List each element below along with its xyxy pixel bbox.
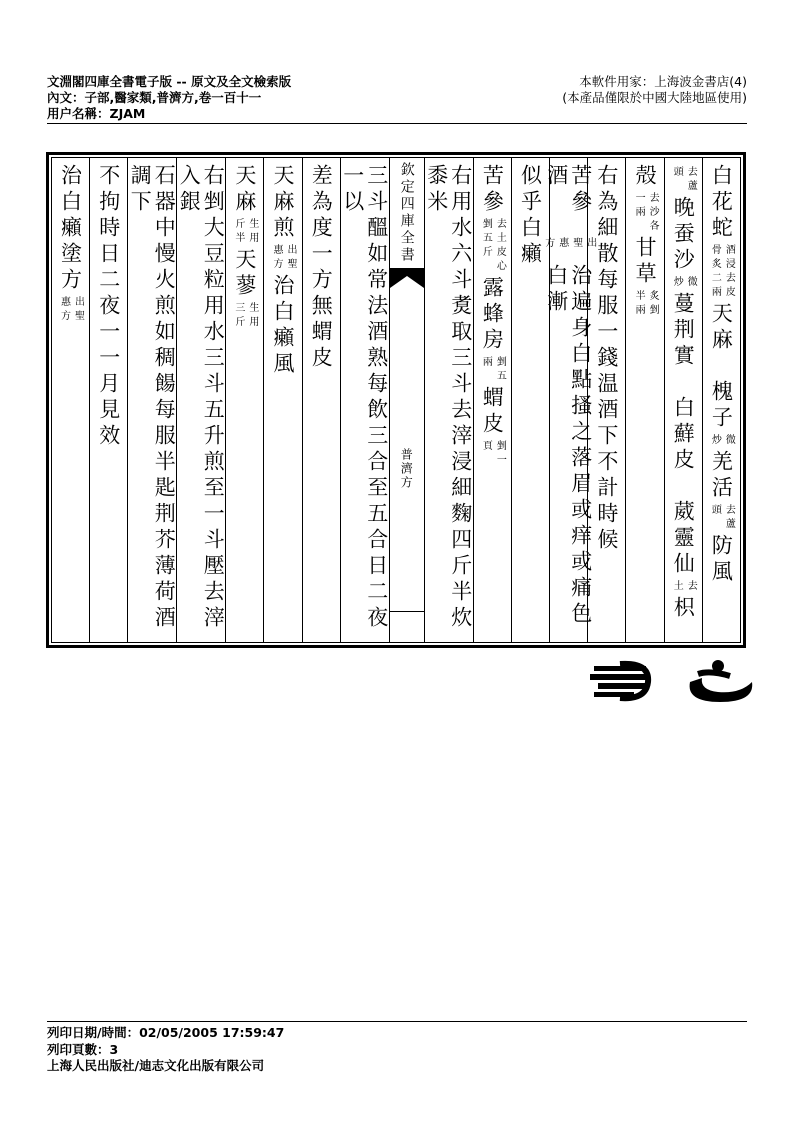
- text-column: [302, 158, 340, 642]
- main-text: 右為細散每服一錢温酒下不計時候: [594, 164, 619, 554]
- header-right: [562, 74, 747, 106]
- annotation-note: 去土皮心剉五斤: [480, 218, 506, 274]
- footer: [47, 1025, 284, 1075]
- main-text: 不拘時日二夜一一月見效: [96, 164, 121, 450]
- main-text: 天麻煎: [271, 164, 296, 242]
- annotation-note: 生用三斤: [232, 302, 258, 330]
- main-text: 治白癩塗方: [58, 164, 83, 294]
- banner-column: [389, 158, 424, 642]
- annotation-note: 剉五兩: [480, 356, 506, 384]
- footer-divider: [47, 1021, 747, 1022]
- text-column: [542, 158, 596, 642]
- main-text: 右剉大豆粒用水三斗五升煎至一斗壓去滓入銀: [177, 164, 226, 632]
- text-column: [424, 158, 473, 642]
- product-title: 文淵閣四庫全書電子版 -- 原文及全文檢索版: [47, 74, 292, 89]
- banner-divider: [390, 611, 424, 612]
- annotation-note: 剉一頁: [480, 440, 506, 468]
- book-subtitle: 普濟方: [399, 448, 414, 490]
- book-title: 欽定四庫全書: [398, 162, 415, 264]
- username: 用户名稱：ZJAM: [47, 106, 146, 121]
- annotation-note: 出聖惠方: [271, 244, 297, 272]
- main-text: 殻: [633, 164, 658, 190]
- text-column: [625, 158, 663, 642]
- main-text: 蝟皮: [480, 386, 505, 438]
- text-column: [473, 158, 511, 642]
- main-text: 蔓荆實 白蘚皮 葳靈仙: [671, 292, 696, 578]
- annotation-note: 去土: [671, 580, 697, 594]
- main-text: 天麻 槐子: [709, 302, 734, 432]
- annotation-note: 炙剉半兩: [633, 290, 659, 318]
- main-text: 差為度一方無蝟皮: [309, 164, 334, 372]
- main-text: 似乎白癩: [518, 164, 543, 268]
- main-text: 三斗醞如常法酒熟每飲三合至五合日二夜一以: [340, 164, 389, 632]
- text-column: [702, 158, 740, 642]
- region-notice: (本產品僅限於中國大陸地區使用): [562, 90, 747, 105]
- main-text: 甘草: [633, 236, 658, 288]
- text-column: [511, 158, 549, 642]
- main-text: 露蜂房: [480, 276, 505, 354]
- licensee: 本軟件用家：上海波金書店(4): [579, 74, 747, 89]
- text-column: [52, 158, 89, 642]
- main-text: 羌活: [709, 450, 734, 502]
- main-text: 治遍身白點搔之落眉或痒或痛色白漸: [544, 264, 593, 629]
- main-text: 右用水六斗煑取三斗去滓浸細麴四斤半炊黍米: [424, 164, 473, 632]
- text-column: [127, 158, 176, 642]
- text-columns: [51, 157, 741, 643]
- annotation-note: 微炒: [671, 276, 697, 290]
- fishtail-mark: [390, 268, 424, 288]
- text-column: [225, 158, 263, 642]
- annotation-note: 去蘆頭: [709, 504, 735, 532]
- main-text: 晚蚕沙: [671, 196, 696, 274]
- text-frame: [46, 152, 746, 648]
- main-text: 白花蛇: [709, 164, 734, 242]
- annotation-note: 酒浸去皮骨炙二兩: [709, 244, 735, 300]
- content-path: 內文：子部,醫家類,普濟方,卷一百十一: [47, 90, 262, 105]
- text-column: [263, 158, 301, 642]
- main-text: 天蓼: [232, 248, 257, 300]
- text-column: [340, 158, 389, 642]
- text-column: [176, 158, 225, 642]
- print-page-count: 列印頁數：3: [47, 1041, 119, 1057]
- header-left: [47, 74, 291, 122]
- annotation-note: 去沙各一兩: [633, 192, 659, 234]
- annotation-note: 去蘆頭: [671, 166, 697, 194]
- header-divider: [47, 123, 747, 124]
- publisher: 上海人民出版社/迪志文化出版有限公司: [47, 1058, 265, 1073]
- main-text: 治白癩風: [271, 274, 296, 378]
- annotation-note: 出聖惠方: [58, 296, 84, 324]
- annotation-note: 生用斤半: [232, 218, 258, 246]
- main-text: 苦參: [480, 164, 505, 216]
- main-text: 天麻: [232, 164, 257, 216]
- main-text: 石器中慢火煎如稠餳每服半匙荆芥薄荷酒調下: [128, 164, 177, 632]
- annotation-note: 微炒: [709, 434, 735, 448]
- main-text: 苦參酒: [544, 164, 593, 216]
- text-column: [89, 158, 127, 642]
- print-datetime: 列印日期/時間：02/05/2005 17:59:47: [47, 1025, 285, 1040]
- annotation-note: 出聖惠方: [542, 236, 596, 251]
- text-column: [664, 158, 702, 642]
- publisher-logo: [590, 652, 760, 707]
- text-column: [587, 158, 625, 642]
- main-text: 枳: [671, 596, 696, 622]
- main-text: 防風: [709, 534, 734, 586]
